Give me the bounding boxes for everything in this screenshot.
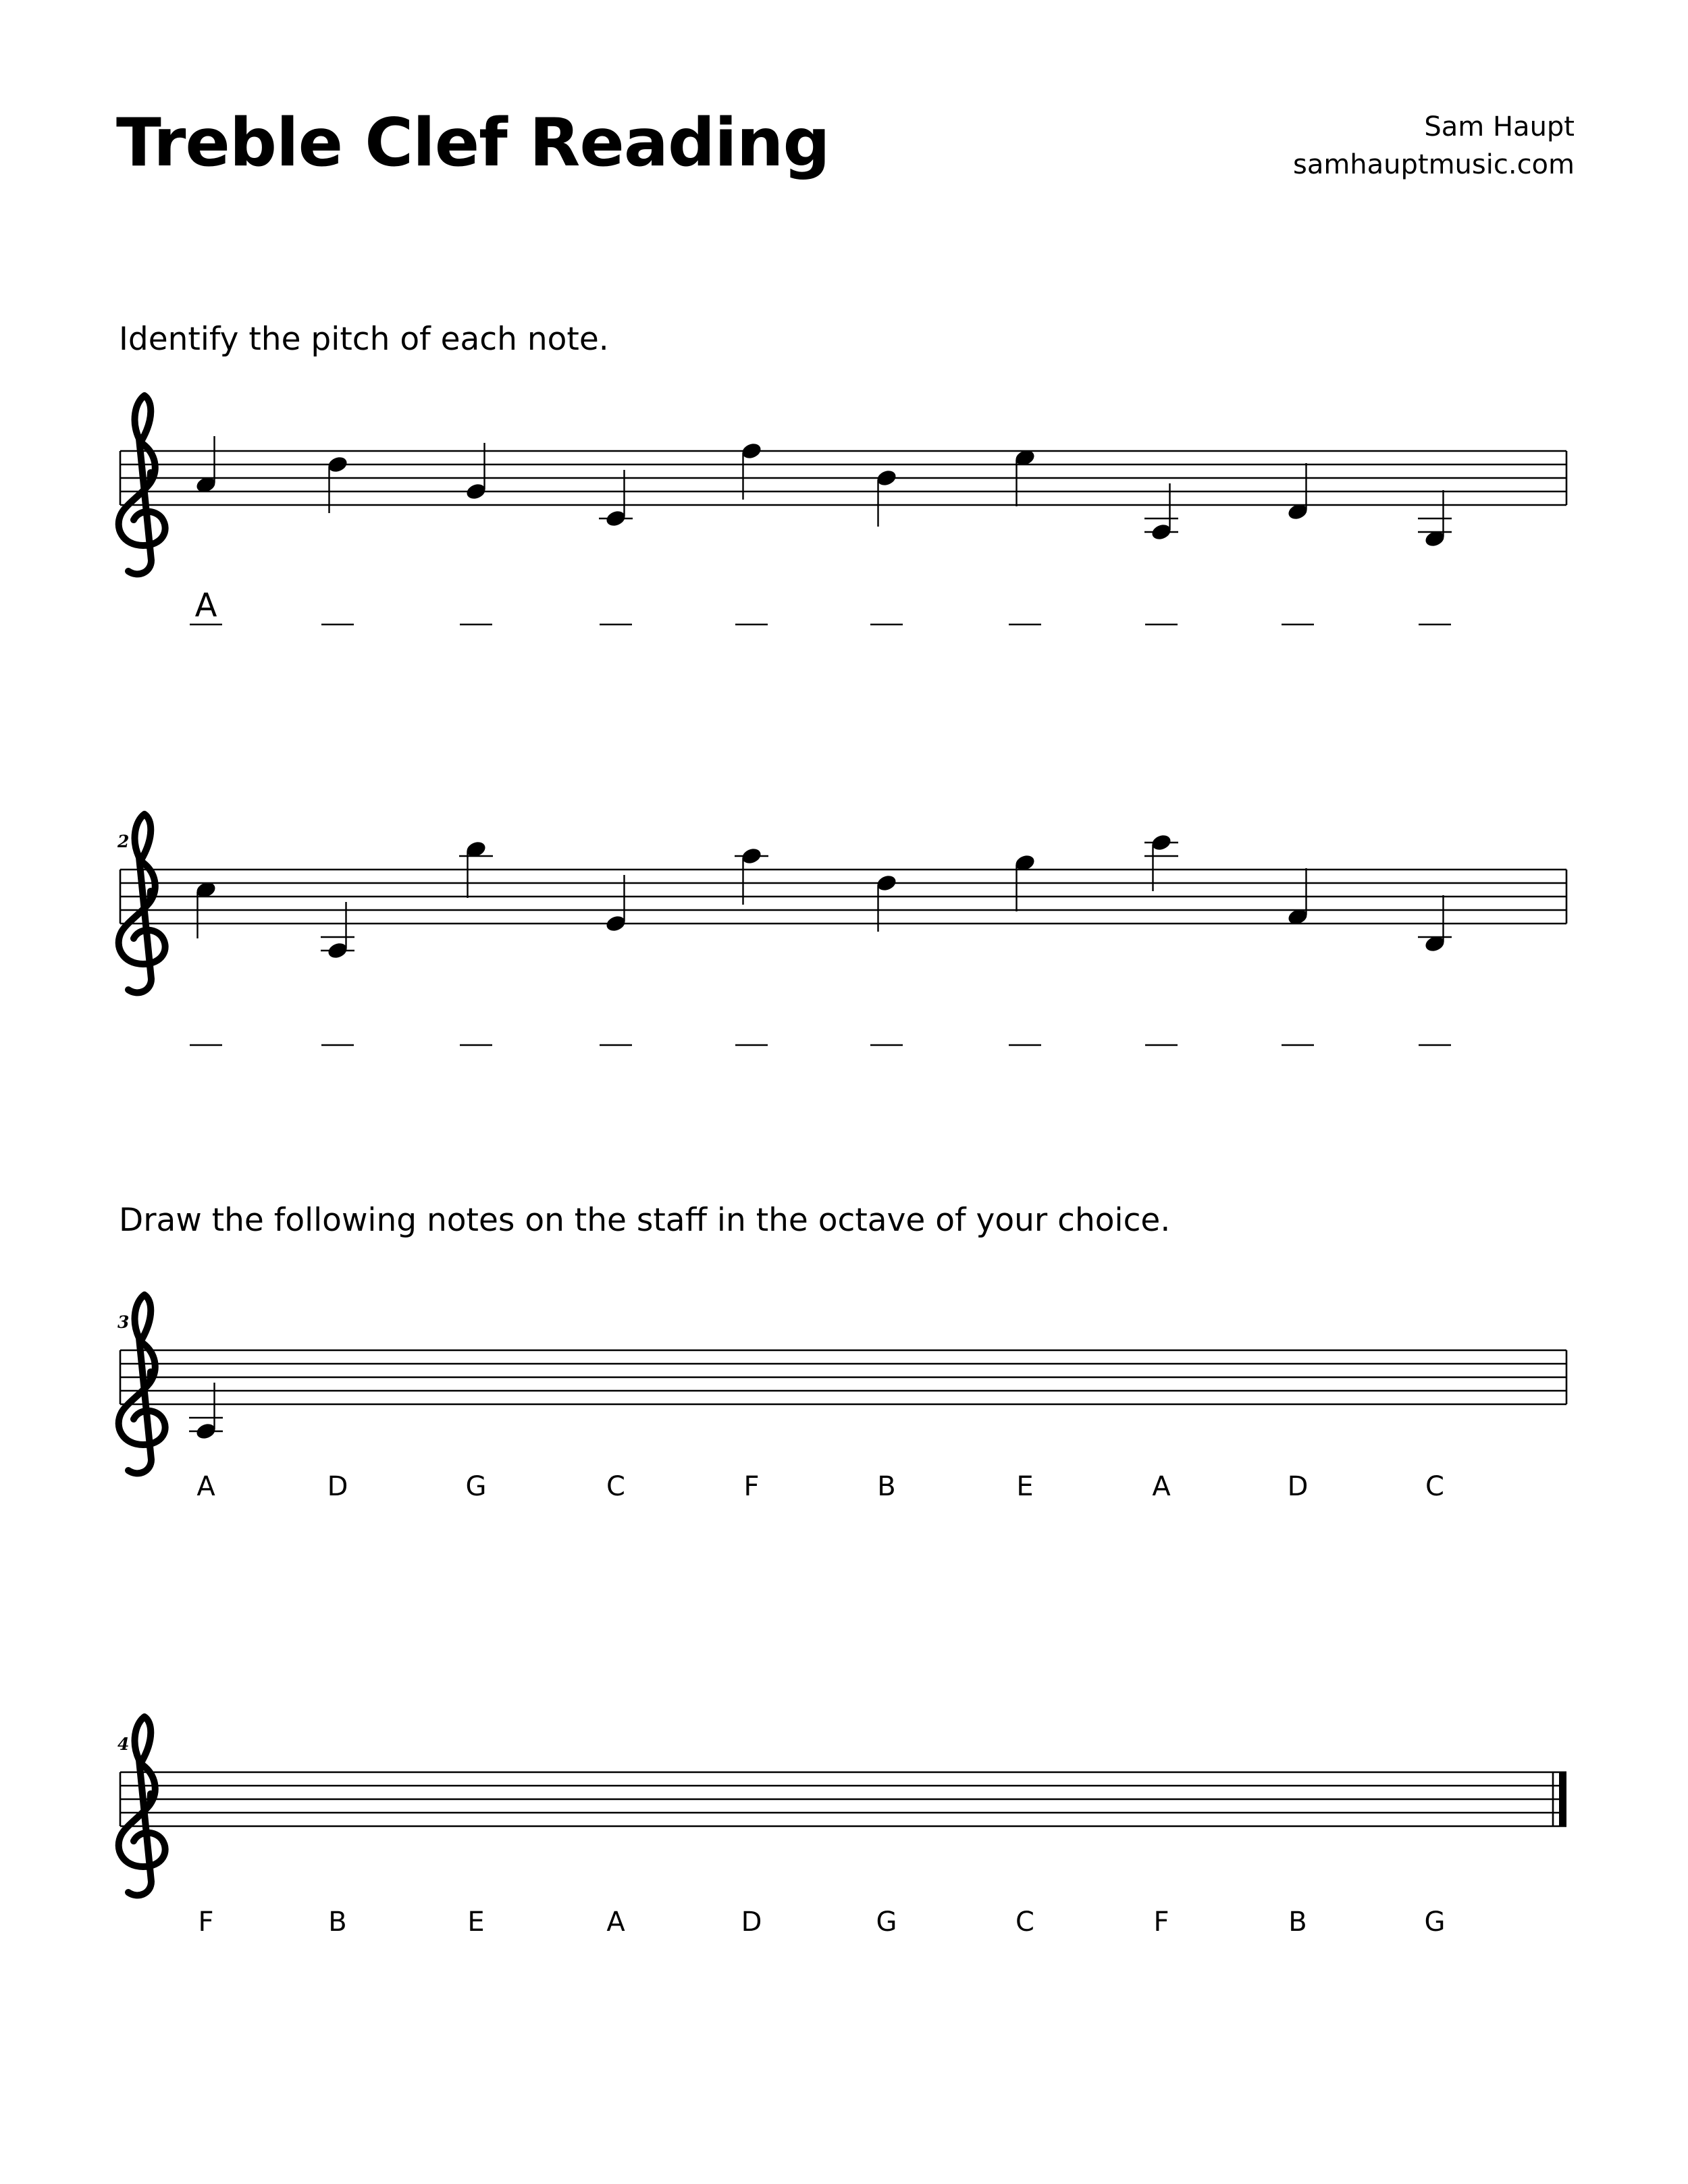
note-name-label: B [877, 1471, 896, 1502]
note-name-label: D [327, 1471, 348, 1502]
note [875, 468, 897, 527]
note-name-label: B [1288, 1907, 1307, 1938]
note-name-label: E [467, 1907, 485, 1938]
note-name-label: C [606, 1471, 625, 1502]
answer-text: A [194, 587, 217, 624]
note-name-label: C [1425, 1471, 1444, 1502]
note-name-label: G [876, 1907, 897, 1938]
note [1418, 490, 1452, 549]
note [1418, 895, 1452, 954]
staff-system [117, 1717, 1566, 1938]
staff-system [117, 814, 1566, 1045]
measure-number: 2 [117, 832, 130, 851]
note [1013, 448, 1036, 506]
note-name-label: D [1287, 1471, 1309, 1502]
worksheet-title: Treble Clef Reading [116, 105, 830, 182]
identify-instruction: Identify the pitch of each note. [119, 321, 609, 358]
note-name-label: E [1016, 1471, 1034, 1502]
author-name: Sam Haupt [1424, 111, 1575, 142]
measure-number: 3 [117, 1312, 130, 1332]
note [1013, 853, 1036, 911]
note-name-label: F [743, 1471, 760, 1502]
note-name-label: A [606, 1907, 625, 1938]
note [194, 436, 217, 495]
note-name-label: A [196, 1471, 215, 1502]
note [459, 839, 493, 898]
note-name-label: D [741, 1907, 762, 1938]
note-name-label: A [1152, 1471, 1171, 1502]
draw-instruction: Draw the following notes on the staff in the octave of your choice. [119, 1202, 1171, 1239]
staff-system [117, 1295, 1566, 1502]
answer-slot [190, 587, 222, 624]
note-name-label: B [328, 1907, 347, 1938]
note-name-label: C [1016, 1907, 1034, 1938]
staff-system [119, 396, 1566, 624]
author-website: samhauptmusic.com [1292, 149, 1575, 180]
measure-number: 4 [117, 1734, 130, 1754]
note-name-label: G [465, 1471, 487, 1502]
note [194, 880, 217, 938]
note-name-label: G [1424, 1907, 1446, 1938]
final-barline-thick [1559, 1772, 1566, 1826]
note-name-label: F [1153, 1907, 1169, 1938]
note [1286, 868, 1309, 927]
note-name-label: F [198, 1907, 214, 1938]
treble-clef-icon [119, 396, 165, 574]
note [1286, 463, 1309, 522]
